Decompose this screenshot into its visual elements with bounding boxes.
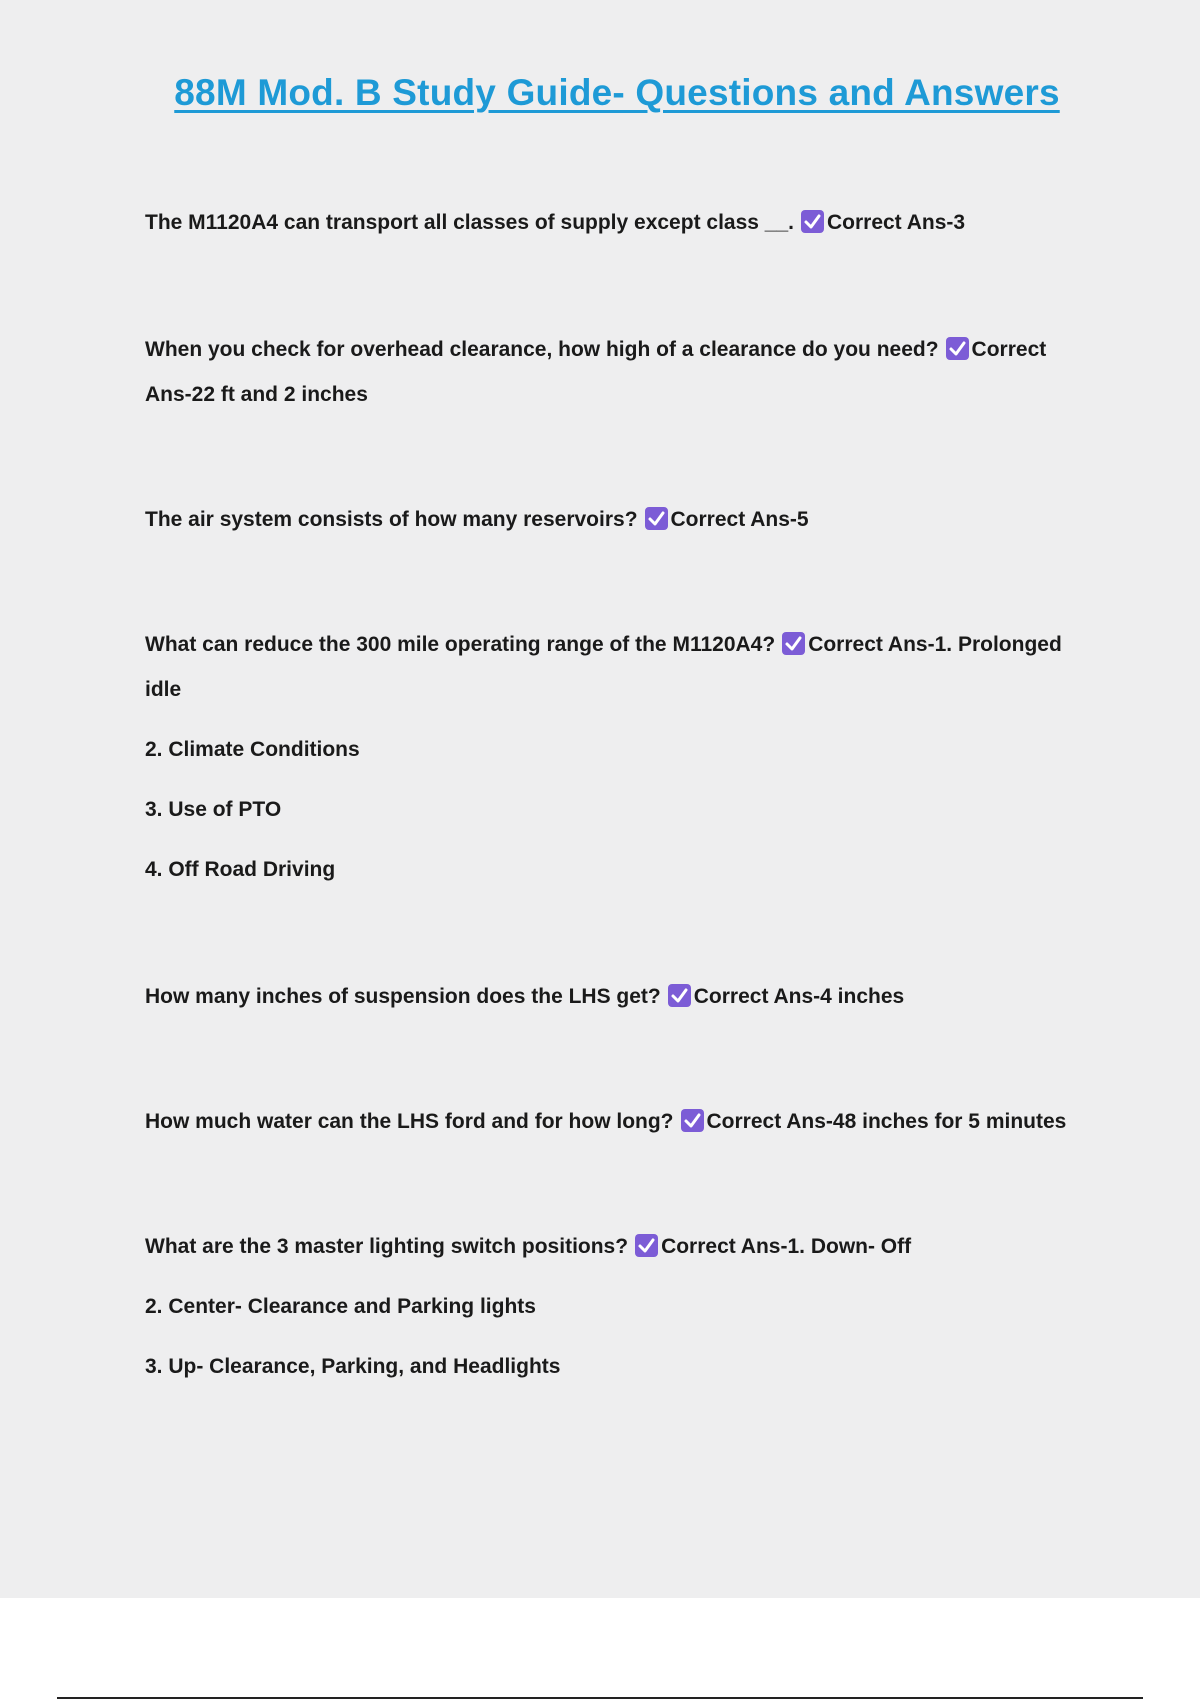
answer-text: Correct Ans-3 [826,211,966,234]
qa-item-6 [145,1099,1090,1144]
answer-text: Correct Ans-48 inches for 5 minutes [706,1110,1067,1133]
answer-list-item: 4. Off Road Driving [145,858,336,881]
answer-text: Correct Ans-1. Prolonged idle [145,633,1062,701]
qa-item-1 [145,200,1090,245]
question-text: How much water can the LHS ford and for how long? [145,1110,674,1133]
checkbox-checked-icon [681,1109,704,1132]
question-text: How many inches of suspension does the LHS get? [145,985,661,1008]
answer-list-item: 2. Climate Conditions [145,738,360,761]
checkbox-checked-icon [645,507,668,530]
question-text: What are the 3 master lighting switch positions? [145,1235,629,1258]
checkbox-checked-icon [946,337,969,360]
page-title-text: 88M Mod. B Study Guide- Questions and Answers [174,72,1060,113]
checkbox-checked-icon [801,210,824,233]
answer-text: Correct Ans-22 ft and 2 inches [145,338,1047,406]
qa-item-5 [145,974,1090,1019]
answer-text: Correct Ans-5 [670,508,809,531]
page-title [0,72,1200,114]
question-text: The air system consists of how many reservoirs? [145,508,638,531]
answer-list-item: 3. Up- Clearance, Parking, and Headlights [145,1355,561,1378]
qa-item-2 [145,327,1090,417]
question-text: What can reduce the 300 mile operating range of the M1120A4? [145,633,776,656]
checkbox-checked-icon [782,632,805,655]
qa-item-3 [145,497,1090,542]
answer-list-item: 3. Use of PTO [145,798,282,821]
checkbox-checked-icon [635,1234,658,1257]
question-text: When you check for overhead clearance, how high of a clearance do you need? [145,338,939,361]
answer-text: Correct Ans-1. Down- Off [661,1235,912,1258]
question-text: The M1120A4 can transport all classes of supply except class __. [145,211,794,234]
footer-divider [57,1697,1143,1699]
qa-item-7 [145,1224,1090,1389]
answer-list-item: 2. Center- Clearance and Parking lights [145,1295,536,1318]
checkbox-checked-icon [668,984,691,1007]
qa-item-4 [145,622,1090,892]
answer-text: Correct Ans-4 inches [693,985,905,1008]
